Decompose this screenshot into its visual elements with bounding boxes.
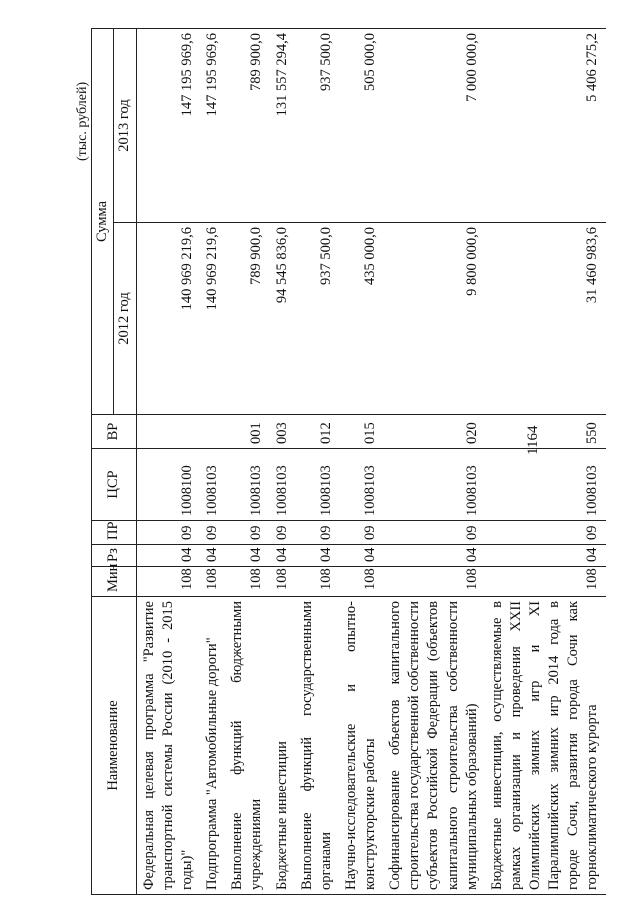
cell-csr: 1008103	[295, 449, 339, 521]
cell-2012: 789 900,0	[225, 223, 269, 415]
cell-csr: 1008103	[383, 449, 485, 521]
cell-pr: 09	[136, 521, 200, 545]
cell-2013: 789 900,0	[225, 29, 269, 223]
cell-min: 108	[339, 567, 383, 597]
table-row	[270, 29, 295, 895]
cell-min: 108	[225, 567, 269, 597]
cell-pr: 09	[225, 521, 269, 545]
page-number: 1164	[525, 425, 541, 455]
cell-min: 108	[295, 567, 339, 597]
cell-name: Федеральная целевая программа "Развитие транспортной системы России (2010 - 2015 годы)"	[136, 597, 200, 895]
cell-csr: 1008100	[136, 449, 200, 521]
cell-name: Софинансирование объектов капитального строительства государственной собственности субъектов Российской Федерации (объектов капитального строительства собственности муниципальных образований)	[383, 597, 485, 895]
cell-rz: 04	[225, 545, 269, 567]
cell-min: 108	[383, 567, 485, 597]
cell-2013: 147 195 969,6	[136, 29, 200, 223]
cell-vr: 001	[225, 415, 269, 449]
cell-2013: 7 000 000,0	[383, 29, 485, 223]
cell-pr: 09	[270, 521, 295, 545]
header-rz: Рз	[92, 545, 137, 567]
cell-pr: 09	[295, 521, 339, 545]
cell-vr: 550	[485, 415, 606, 449]
cell-name: Выполнение функций государственными органами	[295, 597, 339, 895]
budget-table	[91, 28, 606, 895]
cell-2013: 147 195 969,6	[200, 29, 225, 223]
header-csr: ЦСР	[92, 449, 137, 521]
header-2013: 2013 год	[114, 29, 136, 223]
cell-name: Выполнение функций бюджетными учреждениями	[225, 597, 269, 895]
table-row	[295, 29, 339, 895]
cell-vr: 015	[339, 415, 383, 449]
cell-name: Научно-исследовательские и опытно-конструкторские работы	[339, 597, 383, 895]
cell-csr: 1008103	[339, 449, 383, 521]
cell-rz: 04	[136, 545, 200, 567]
table-body	[136, 29, 605, 895]
header-pr: ПР	[92, 521, 137, 545]
cell-rz: 04	[270, 545, 295, 567]
cell-rz: 04	[485, 545, 606, 567]
cell-vr	[200, 415, 225, 449]
cell-pr: 09	[485, 521, 606, 545]
cell-2013: 5 406 275,2	[485, 29, 606, 223]
header-sum: Сумма	[92, 29, 114, 415]
cell-csr: 1008103	[200, 449, 225, 521]
cell-2013: 937 500,0	[295, 29, 339, 223]
cell-vr: 020	[383, 415, 485, 449]
cell-rz: 04	[339, 545, 383, 567]
cell-vr: 003	[270, 415, 295, 449]
table-row	[339, 29, 383, 895]
cell-2012: 140 969 219,6	[200, 223, 225, 415]
header-2012: 2012 год	[114, 223, 136, 415]
cell-rz: 04	[383, 545, 485, 567]
cell-2013: 505 000,0	[339, 29, 383, 223]
header-name: Наименование	[92, 597, 137, 895]
cell-csr: 1008103	[225, 449, 269, 521]
cell-min: 108	[136, 567, 200, 597]
cell-name: Подпрограмма "Автомобильные дороги"	[200, 597, 225, 895]
rotated-content	[75, 15, 601, 895]
cell-2013: 131 557 294,4	[270, 29, 295, 223]
cell-pr: 09	[383, 521, 485, 545]
cell-rz: 04	[295, 545, 339, 567]
header-min: Мин	[92, 567, 137, 597]
units-label: (тыс. рублей)	[75, 81, 90, 161]
cell-2012: 94 545 836,0	[270, 223, 295, 415]
cell-min: 108	[200, 567, 225, 597]
cell-name: Бюджетные инвестиции	[270, 597, 295, 895]
table-row	[225, 29, 269, 895]
cell-vr: 012	[295, 415, 339, 449]
cell-2012: 31 460 983,6	[485, 223, 606, 415]
cell-min: 108	[485, 567, 606, 597]
table-row	[200, 29, 225, 895]
cell-2012: 435 000,0	[339, 223, 383, 415]
cell-pr: 09	[200, 521, 225, 545]
cell-csr: 1008103	[485, 449, 606, 521]
cell-2012: 9 800 000,0	[383, 223, 485, 415]
table-row	[383, 29, 485, 895]
cell-csr: 1008103	[270, 449, 295, 521]
cell-pr: 09	[339, 521, 383, 545]
cell-name: Бюджетные инвестиции, осуществляемые в рамках организации и проведения XXII Олимпийских зимних игр и XI Паралимпийских зимних игр 2014 года в городе Сочи, развития города Сочи как горноклиматического курорта	[485, 597, 606, 895]
cell-vr	[136, 415, 200, 449]
cell-rz: 04	[200, 545, 225, 567]
cell-2012: 937 500,0	[295, 223, 339, 415]
header-vr: ВР	[92, 415, 137, 449]
cell-2012: 140 969 219,6	[136, 223, 200, 415]
cell-min: 108	[270, 567, 295, 597]
table-row	[136, 29, 200, 895]
table-row	[485, 29, 606, 895]
